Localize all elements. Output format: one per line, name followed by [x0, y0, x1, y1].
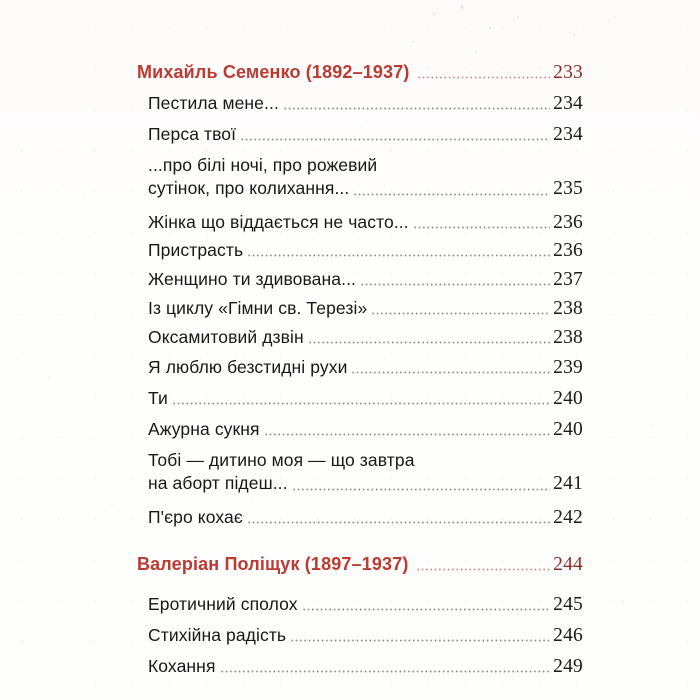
toc-entry-page: 239 — [553, 357, 583, 379]
toc-entry[interactable] — [148, 655, 583, 678]
toc-entry[interactable] — [148, 211, 583, 234]
toc-entry[interactable] — [148, 449, 583, 496]
dot-leader — [292, 488, 551, 491]
toc-entry-page: 245 — [553, 594, 583, 616]
toc-entry[interactable] — [148, 326, 583, 349]
toc-entry-label: Жінка що віддається не часто... — [148, 212, 409, 232]
toc-entry-label: Стихійна радість — [148, 625, 287, 645]
toc-entry-page: 238 — [553, 298, 583, 320]
dot-leader — [247, 254, 550, 257]
toc-entry-label-line2: на аборт підеш... — [148, 473, 288, 494]
section-heading-label: Михайль Семенко (1892–1937) — [137, 62, 410, 82]
dot-leader — [360, 283, 550, 286]
toc-entry-page: 238 — [553, 327, 583, 349]
toc-entry-label: Перса твої — [148, 124, 237, 144]
toc-entry-label: Оксамитовий дзвін — [148, 327, 304, 347]
toc-entry[interactable] — [148, 268, 583, 291]
section-heading-label: Валеріан Поліщук (1897–1937) — [137, 554, 409, 574]
dot-leader — [351, 371, 550, 374]
section-heading-semenko[interactable] — [137, 60, 583, 84]
toc-entry-page: 236 — [553, 212, 583, 234]
toc-entry-page: 234 — [553, 93, 583, 115]
toc-entry-label-line1: Тобі — дитино моя — що завтра — [148, 450, 415, 470]
toc-entry-page: 240 — [553, 419, 583, 441]
toc-entry-label: Пристрасть — [148, 240, 244, 260]
toc-entry[interactable] — [148, 154, 583, 201]
toc-entry[interactable] — [148, 418, 583, 441]
toc-entry-page: 241 — [553, 473, 583, 495]
toc-entry-label: Кохання — [148, 656, 216, 676]
toc-entry-label: Женщино ти здивована... — [148, 269, 357, 289]
toc-entry-label: Пестила мене... — [148, 93, 279, 113]
dot-leader — [172, 402, 550, 405]
toc-entry-page: 240 — [553, 388, 583, 410]
toc-entry-label: Із циклу «Гімни св. Терезі» — [148, 298, 368, 318]
toc-entry-label: Я люблю безстидні рухи — [148, 357, 348, 377]
dot-leader — [308, 341, 550, 344]
toc-entry-label-line1: ...про білі ночі, про рожевий — [148, 155, 378, 175]
toc-entry[interactable] — [148, 92, 583, 115]
dot-leader — [302, 608, 551, 611]
toc-entry[interactable] — [148, 624, 583, 647]
dot-leader — [220, 670, 551, 673]
dot-leader — [247, 521, 550, 524]
table-of-contents — [137, 0, 583, 700]
dot-leader — [413, 226, 550, 229]
toc-entry-page: 235 — [553, 178, 583, 200]
toc-entry-page: 234 — [553, 124, 583, 146]
toc-entry[interactable] — [148, 239, 583, 262]
dot-leader — [353, 193, 550, 196]
toc-entry[interactable] — [148, 297, 583, 320]
dot-leader — [283, 107, 550, 110]
toc-entry-page: 237 — [553, 269, 583, 291]
toc-entry[interactable] — [148, 387, 583, 410]
toc-entry-label: Ажурна сукня — [148, 419, 260, 439]
toc-entry-label: Еротичний сполох — [148, 594, 298, 614]
toc-entry[interactable] — [148, 593, 583, 616]
dot-leader — [290, 639, 550, 642]
section-heading-page: 244 — [553, 553, 583, 575]
section-heading-page: 233 — [553, 61, 583, 83]
dot-leader — [416, 568, 551, 571]
section-heading-polishchuk[interactable] — [137, 552, 583, 576]
dot-leader — [371, 312, 550, 315]
dot-leader — [264, 433, 551, 436]
toc-entry-page: 236 — [553, 240, 583, 262]
toc-entry-page: 246 — [553, 625, 583, 647]
toc-entry-page: 249 — [553, 656, 583, 678]
dot-leader — [417, 76, 551, 79]
toc-entry[interactable] — [148, 506, 583, 529]
toc-entry-label-line2: сутінок, про колихання... — [148, 178, 350, 199]
toc-entry-page: 242 — [553, 507, 583, 529]
toc-entry[interactable] — [148, 123, 583, 146]
toc-entry-label: Ти — [148, 388, 168, 408]
toc-entry-label: П'єро кохає — [148, 507, 243, 527]
toc-entry[interactable] — [148, 356, 583, 379]
dot-leader — [240, 138, 550, 141]
